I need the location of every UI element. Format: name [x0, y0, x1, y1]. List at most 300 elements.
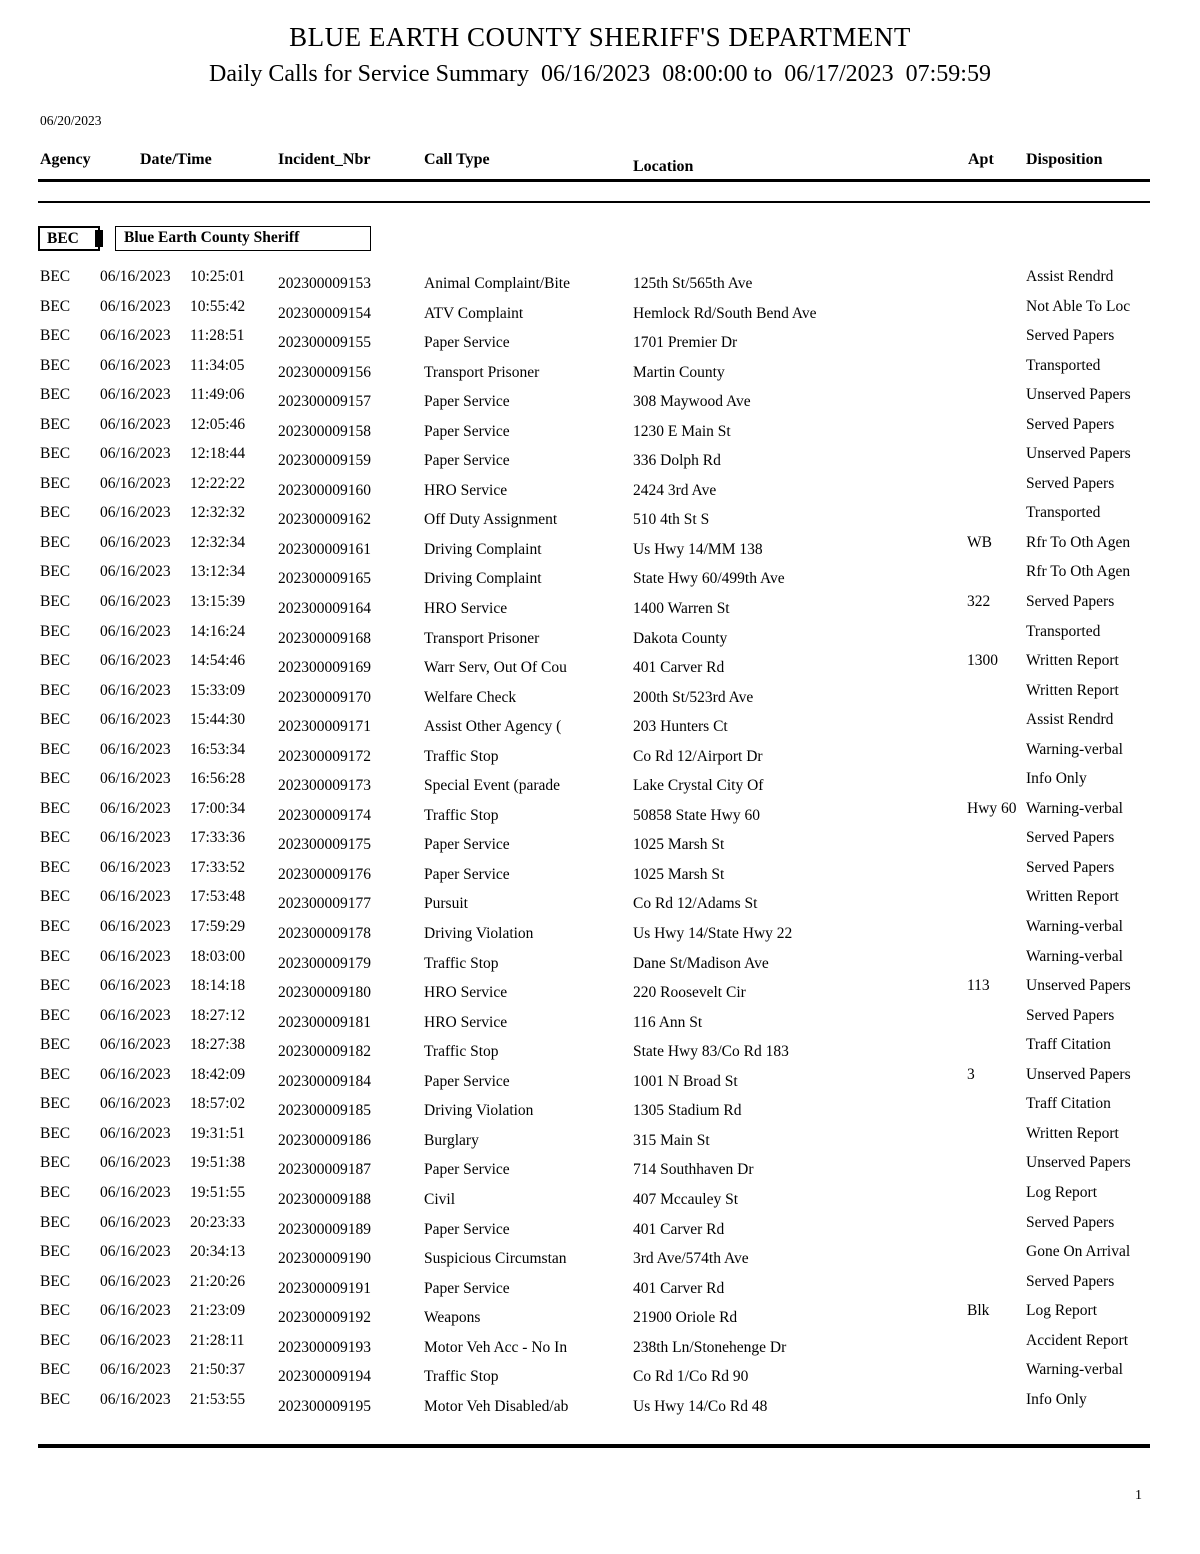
cell-call-type: Assist Other Agency (: [424, 718, 562, 736]
cell-time: 15:44:30: [190, 711, 246, 729]
cell-agency: BEC: [40, 327, 71, 345]
cell-agency: BEC: [40, 711, 71, 729]
cell-call-type: Paper Service: [424, 1072, 510, 1090]
cell-date: 06/16/2023: [100, 1331, 171, 1349]
cell-time: 17:33:36: [190, 829, 246, 847]
cell-incident: 202300009160: [278, 481, 371, 499]
cell-time: 12:05:46: [190, 415, 246, 433]
cell-agency: BEC: [40, 1272, 71, 1290]
cell-agency: BEC: [40, 1065, 71, 1083]
cell-incident: 202300009179: [278, 954, 371, 972]
cell-location: Co Rd 1/Co Rd 90: [633, 1368, 749, 1386]
cell-time: 17:00:34: [190, 799, 246, 817]
cell-location: 315 Main St: [633, 1131, 710, 1149]
cell-agency: BEC: [40, 297, 71, 315]
cell-location: 510 4th St S: [633, 511, 710, 529]
cell-agency: BEC: [40, 1095, 71, 1113]
cell-time: 20:34:13: [190, 1243, 246, 1261]
cell-date: 06/16/2023: [100, 533, 171, 551]
cell-location: State Hwy 83/Co Rd 183: [633, 1043, 789, 1061]
cell-disposition: Unserved Papers: [1026, 1065, 1131, 1083]
column-header-call-type: Call Type: [424, 151, 490, 168]
cell-call-type: ATV Complaint: [424, 304, 524, 322]
cell-disposition: Assist Rendrd: [1026, 711, 1114, 729]
cell-call-type: Suspicious Circumstan: [424, 1250, 567, 1268]
cell-location: Dakota County: [633, 629, 728, 647]
cell-time: 18:27:12: [190, 1006, 246, 1024]
cell-agency: BEC: [40, 1124, 71, 1142]
table-row: [0, 1007, 1200, 1037]
cell-disposition: Log Report: [1026, 1183, 1098, 1201]
cell-time: 16:56:28: [190, 770, 246, 788]
table-row: [0, 1154, 1200, 1184]
cell-time: 21:23:09: [190, 1302, 246, 1320]
cell-call-type: Paper Service: [424, 865, 510, 883]
cell-location: 714 Southhaven Dr: [633, 1161, 754, 1179]
cell-incident: 202300009175: [278, 836, 371, 854]
agency-code-box: BEC: [38, 226, 100, 251]
cell-date: 06/16/2023: [100, 858, 171, 876]
cell-incident: 202300009185: [278, 1102, 371, 1120]
cell-incident: 202300009177: [278, 895, 371, 913]
table-row: [0, 1361, 1200, 1391]
cell-location: Hemlock Rd/South Bend Ave: [633, 304, 817, 322]
cell-time: 14:16:24: [190, 622, 246, 640]
table-row: [0, 977, 1200, 1007]
cell-incident: 202300009161: [278, 540, 371, 558]
cell-agency: BEC: [40, 268, 71, 285]
cell-date: 06/16/2023: [100, 474, 171, 492]
cell-agency: BEC: [40, 415, 71, 433]
table-row: [0, 652, 1200, 682]
cell-call-type: Traffic Stop: [424, 1368, 499, 1386]
cell-agency: BEC: [40, 563, 71, 581]
cell-incident: 202300009190: [278, 1250, 371, 1268]
cell-time: 18:14:18: [190, 977, 246, 995]
table-row: [0, 327, 1200, 357]
cell-call-type: HRO Service: [424, 481, 508, 499]
cell-call-type: Driving Violation: [424, 925, 534, 943]
cell-incident: 202300009178: [278, 925, 371, 943]
cell-call-type: Burglary: [424, 1131, 479, 1149]
cell-disposition: Warning-verbal: [1026, 918, 1123, 936]
cell-time: 11:28:51: [190, 327, 245, 345]
cell-agency: BEC: [40, 386, 71, 404]
cell-incident: 202300009173: [278, 777, 371, 795]
cell-call-type: Civil: [424, 1190, 456, 1208]
table-row: [0, 888, 1200, 918]
table-rows: [0, 268, 1200, 1420]
cell-date: 06/16/2023: [100, 888, 171, 906]
cell-call-type: Welfare Check: [424, 688, 517, 706]
print-date: 06/20/2023: [40, 113, 102, 128]
cell-location: Co Rd 12/Adams St: [633, 895, 758, 913]
cell-time: 20:23:33: [190, 1213, 246, 1231]
cell-location: 401 Carver Rd: [633, 1220, 725, 1238]
cell-disposition: Traff Citation: [1026, 1095, 1111, 1113]
cell-disposition: Transported: [1026, 356, 1101, 374]
cell-date: 06/16/2023: [100, 297, 171, 315]
cell-incident: 202300009172: [278, 747, 371, 765]
cell-location: 1025 Marsh St: [633, 865, 725, 883]
header-rule-bottom: [38, 201, 1150, 203]
cell-time: 17:59:29: [190, 918, 246, 936]
cell-disposition: Served Papers: [1026, 829, 1115, 847]
cell-agency: BEC: [40, 888, 71, 906]
cell-location: 401 Carver Rd: [633, 659, 725, 677]
cell-incident: 202300009164: [278, 600, 371, 618]
cell-call-type: Paper Service: [424, 334, 510, 352]
cell-disposition: Written Report: [1026, 1124, 1119, 1142]
cell-disposition: Rfr To Oth Agen: [1026, 563, 1131, 581]
cell-date: 06/16/2023: [100, 1124, 171, 1142]
cell-agency: BEC: [40, 1036, 71, 1054]
cell-time: 13:15:39: [190, 593, 246, 611]
cell-time: 19:51:38: [190, 1154, 246, 1172]
cell-call-type: Traffic Stop: [424, 747, 499, 765]
table-row: [0, 357, 1200, 387]
cell-apt: 322: [967, 593, 991, 611]
cell-agency: BEC: [40, 593, 71, 611]
cell-disposition: Transported: [1026, 504, 1101, 522]
cell-incident: 202300009189: [278, 1220, 371, 1238]
cell-call-type: Off Duty Assignment: [424, 511, 558, 529]
column-header-datetime: Date/Time: [140, 151, 212, 168]
cell-disposition: Served Papers: [1026, 1006, 1115, 1024]
cell-date: 06/16/2023: [100, 445, 171, 463]
cell-time: 11:34:05: [190, 356, 245, 374]
table-row: [0, 770, 1200, 800]
cell-incident: 202300009176: [278, 865, 371, 883]
table-row: [0, 386, 1200, 416]
cell-incident: 202300009153: [278, 275, 371, 292]
cell-disposition: Warning-verbal: [1026, 947, 1123, 965]
table-row: [0, 1125, 1200, 1155]
cell-location: 50858 State Hwy 60: [633, 806, 761, 824]
cell-agency: BEC: [40, 1243, 71, 1261]
cell-time: 12:32:32: [190, 504, 246, 522]
table-row: [0, 711, 1200, 741]
cell-time: 18:42:09: [190, 1065, 246, 1083]
cell-time: 10:25:01: [190, 268, 246, 285]
cell-date: 06/16/2023: [100, 770, 171, 788]
cell-location: 116 Ann St: [633, 1013, 703, 1031]
cell-agency: BEC: [40, 1213, 71, 1231]
table-row: [0, 593, 1200, 623]
cell-time: 16:53:34: [190, 740, 246, 758]
cell-agency: BEC: [40, 1006, 71, 1024]
cell-location: State Hwy 60/499th Ave: [633, 570, 785, 588]
cell-incident: 202300009171: [278, 718, 371, 736]
cell-date: 06/16/2023: [100, 918, 171, 936]
cell-call-type: Paper Service: [424, 1161, 510, 1179]
cell-location: Us Hwy 14/State Hwy 22: [633, 925, 793, 943]
table-row: [0, 918, 1200, 948]
cell-apt: Blk: [967, 1302, 990, 1320]
cell-time: 10:55:42: [190, 297, 246, 315]
cell-disposition: Unserved Papers: [1026, 977, 1131, 995]
cell-location: 1400 Warren St: [633, 600, 730, 618]
column-header-incident: Incident_Nbr: [278, 151, 371, 168]
cell-agency: BEC: [40, 1331, 71, 1349]
cell-incident: 202300009184: [278, 1072, 371, 1090]
cell-agency: BEC: [40, 1302, 71, 1320]
cell-agency: BEC: [40, 504, 71, 522]
cell-location: 308 Maywood Ave: [633, 393, 751, 411]
cell-disposition: Unserved Papers: [1026, 445, 1131, 463]
cell-incident: 202300009155: [278, 334, 371, 352]
table-row: [0, 1273, 1200, 1303]
agency-section-header: [38, 226, 738, 251]
cell-incident: 202300009170: [278, 688, 371, 706]
cell-disposition: Info Only: [1026, 1390, 1087, 1408]
cell-disposition: Log Report: [1026, 1302, 1098, 1320]
cell-location: 401 Carver Rd: [633, 1279, 725, 1297]
cell-date: 06/16/2023: [100, 504, 171, 522]
table-row: [0, 829, 1200, 859]
cell-location: 238th Ln/Stonehenge Dr: [633, 1338, 787, 1356]
cell-location: 200th St/523rd Ave: [633, 688, 754, 706]
cell-location: 336 Dolph Rd: [633, 452, 721, 470]
cell-disposition: Written Report: [1026, 652, 1119, 670]
cell-disposition: Served Papers: [1026, 415, 1115, 433]
page-subtitle: Daily Calls for Service Summary 06/16/2023 08:00:00 to 06/17/2023 07:59:59: [209, 61, 991, 87]
cell-agency: BEC: [40, 740, 71, 758]
cell-agency: BEC: [40, 799, 71, 817]
cell-disposition: Unserved Papers: [1026, 1154, 1131, 1172]
cell-incident: 202300009159: [278, 452, 371, 470]
table-row: [0, 1214, 1200, 1244]
column-header-agency: Agency: [40, 151, 91, 168]
table-row: [0, 504, 1200, 534]
cell-agency: BEC: [40, 681, 71, 699]
cell-time: 18:57:02: [190, 1095, 246, 1113]
cell-date: 06/16/2023: [100, 711, 171, 729]
cell-agency: BEC: [40, 445, 71, 463]
cell-call-type: Transport Prisoner: [424, 363, 540, 381]
cell-date: 06/16/2023: [100, 1361, 171, 1379]
cell-agency: BEC: [40, 1361, 71, 1379]
cell-apt: 113: [967, 977, 990, 995]
cell-date: 06/16/2023: [100, 1183, 171, 1201]
cell-date: 06/16/2023: [100, 593, 171, 611]
cell-agency: BEC: [40, 533, 71, 551]
cell-call-type: HRO Service: [424, 600, 508, 618]
cell-agency: BEC: [40, 829, 71, 847]
cell-call-type: Transport Prisoner: [424, 629, 540, 647]
table-bottom-rule: [38, 1444, 1150, 1448]
cell-apt: Hwy 60: [967, 799, 1017, 817]
cell-disposition: Written Report: [1026, 681, 1119, 699]
cell-incident: 202300009187: [278, 1161, 371, 1179]
cell-location: 125th St/565th Ave: [633, 275, 753, 292]
cell-incident: 202300009188: [278, 1190, 371, 1208]
cell-disposition: Served Papers: [1026, 327, 1115, 345]
cell-date: 06/16/2023: [100, 829, 171, 847]
table-row: [0, 741, 1200, 771]
cell-date: 06/16/2023: [100, 652, 171, 670]
cell-incident: 202300009174: [278, 806, 371, 824]
section-tab-marker: [95, 230, 103, 247]
header-rule-top: [38, 179, 1150, 182]
cell-date: 06/16/2023: [100, 622, 171, 640]
cell-date: 06/16/2023: [100, 386, 171, 404]
cell-location: 1025 Marsh St: [633, 836, 725, 854]
cell-disposition: Served Papers: [1026, 474, 1115, 492]
table-row: [0, 1243, 1200, 1273]
cell-incident: 202300009186: [278, 1131, 371, 1149]
cell-call-type: Weapons: [424, 1309, 481, 1327]
cell-time: 14:54:46: [190, 652, 246, 670]
cell-agency: BEC: [40, 770, 71, 788]
cell-call-type: Paper Service: [424, 1279, 510, 1297]
cell-date: 06/16/2023: [100, 1390, 171, 1408]
cell-disposition: Gone On Arrival: [1026, 1243, 1131, 1261]
cell-call-type: Traffic Stop: [424, 806, 499, 824]
cell-incident: 202300009154: [278, 304, 371, 322]
cell-call-type: HRO Service: [424, 1013, 508, 1031]
cell-call-type: Warr Serv, Out Of Cou: [424, 659, 567, 677]
cell-location: 220 Roosevelt Cir: [633, 984, 746, 1002]
table-row: [0, 948, 1200, 978]
cell-date: 06/16/2023: [100, 1154, 171, 1172]
cell-apt: 1300: [967, 652, 998, 670]
cell-time: 19:51:55: [190, 1183, 246, 1201]
page-title: BLUE EARTH COUNTY SHERIFF'S DEPARTMENT: [289, 22, 911, 52]
cell-location: 407 Mccauley St: [633, 1190, 739, 1208]
cell-incident: 202300009191: [278, 1279, 371, 1297]
table-row: [0, 1184, 1200, 1214]
cell-agency: BEC: [40, 858, 71, 876]
cell-apt: WB: [967, 533, 992, 551]
cell-disposition: Unserved Papers: [1026, 386, 1131, 404]
cell-disposition: Traff Citation: [1026, 1036, 1111, 1054]
cell-incident: 202300009180: [278, 984, 371, 1002]
table-row: [0, 475, 1200, 505]
cell-incident: 202300009162: [278, 511, 371, 529]
column-header-disposition: Disposition: [1026, 151, 1103, 168]
cell-date: 06/16/2023: [100, 977, 171, 995]
table-row: [0, 1095, 1200, 1125]
cell-time: 17:53:48: [190, 888, 246, 906]
table-row: [0, 1066, 1200, 1096]
table-row: [0, 268, 1200, 298]
cell-date: 06/16/2023: [100, 563, 171, 581]
cell-incident: 202300009194: [278, 1368, 371, 1386]
cell-agency: BEC: [40, 652, 71, 670]
cell-call-type: Traffic Stop: [424, 1043, 499, 1061]
cell-location: 2424 3rd Ave: [633, 481, 717, 499]
cell-time: 21:20:26: [190, 1272, 246, 1290]
cell-disposition: Transported: [1026, 622, 1101, 640]
table-row: [0, 1036, 1200, 1066]
cell-time: 17:33:52: [190, 858, 246, 876]
cell-call-type: Motor Veh Disabled/ab: [424, 1397, 569, 1415]
cell-date: 06/16/2023: [100, 1272, 171, 1290]
cell-incident: 202300009157: [278, 393, 371, 411]
table-row: [0, 682, 1200, 712]
cell-time: 21:50:37: [190, 1361, 246, 1379]
cell-time: 21:53:55: [190, 1390, 246, 1408]
cell-date: 06/16/2023: [100, 268, 171, 285]
cell-incident: 202300009182: [278, 1043, 371, 1061]
cell-date: 06/16/2023: [100, 1243, 171, 1261]
cell-disposition: Served Papers: [1026, 593, 1115, 611]
page-number: 1: [1135, 1488, 1142, 1503]
cell-date: 06/16/2023: [100, 356, 171, 374]
cell-time: 21:28:11: [190, 1331, 245, 1349]
cell-call-type: HRO Service: [424, 984, 508, 1002]
cell-call-type: Animal Complaint/Bite: [424, 275, 570, 292]
cell-time: 11:49:06: [190, 386, 245, 404]
cell-incident: 202300009169: [278, 659, 371, 677]
cell-agency: BEC: [40, 474, 71, 492]
cell-location: Dane St/Madison Ave: [633, 954, 769, 972]
cell-date: 06/16/2023: [100, 1006, 171, 1024]
cell-incident: 202300009193: [278, 1338, 371, 1356]
cell-incident: 202300009192: [278, 1309, 371, 1327]
cell-agency: BEC: [40, 918, 71, 936]
cell-disposition: Served Papers: [1026, 1213, 1115, 1231]
cell-location: 1230 E Main St: [633, 422, 731, 440]
cell-date: 06/16/2023: [100, 740, 171, 758]
table-row: [0, 298, 1200, 328]
table-row: [0, 416, 1200, 446]
cell-call-type: Paper Service: [424, 422, 510, 440]
cell-agency: BEC: [40, 356, 71, 374]
cell-call-type: Paper Service: [424, 836, 510, 854]
cell-call-type: Special Event (parade: [424, 777, 560, 795]
table-row: [0, 859, 1200, 889]
cell-call-type: Driving Violation: [424, 1102, 534, 1120]
cell-call-type: Paper Service: [424, 393, 510, 411]
cell-time: 18:03:00: [190, 947, 246, 965]
table-row: [0, 534, 1200, 564]
table-row: [0, 623, 1200, 653]
cell-date: 06/16/2023: [100, 1095, 171, 1113]
cell-location: 203 Hunters Ct: [633, 718, 728, 736]
cell-time: 19:31:51: [190, 1124, 246, 1142]
cell-incident: 202300009168: [278, 629, 371, 647]
table-row: [0, 563, 1200, 593]
cell-time: 12:32:34: [190, 533, 246, 551]
cell-incident: 202300009181: [278, 1013, 371, 1031]
table-row: [0, 1391, 1200, 1421]
cell-agency: BEC: [40, 947, 71, 965]
table-row: [0, 800, 1200, 830]
cell-location: Lake Crystal City Of: [633, 777, 764, 795]
cell-agency: BEC: [40, 1183, 71, 1201]
cell-location: Us Hwy 14/Co Rd 48: [633, 1397, 768, 1415]
table-row: [0, 1302, 1200, 1332]
cell-date: 06/16/2023: [100, 1302, 171, 1320]
cell-disposition: Accident Report: [1026, 1331, 1129, 1349]
cell-agency: BEC: [40, 1390, 71, 1408]
cell-date: 06/16/2023: [100, 799, 171, 817]
agency-name-box: Blue Earth County Sheriff: [115, 226, 371, 251]
cell-time: 12:22:22: [190, 474, 246, 492]
cell-location: Martin County: [633, 363, 725, 381]
cell-incident: 202300009156: [278, 363, 371, 381]
cell-date: 06/16/2023: [100, 1065, 171, 1083]
cell-disposition: Written Report: [1026, 888, 1119, 906]
cell-disposition: Served Papers: [1026, 1272, 1115, 1290]
cell-agency: BEC: [40, 1154, 71, 1172]
cell-location: 3rd Ave/574th Ave: [633, 1250, 749, 1268]
cell-apt: 3: [967, 1065, 975, 1083]
cell-location: Us Hwy 14/MM 138: [633, 540, 763, 558]
column-header-location: Location: [633, 158, 694, 175]
